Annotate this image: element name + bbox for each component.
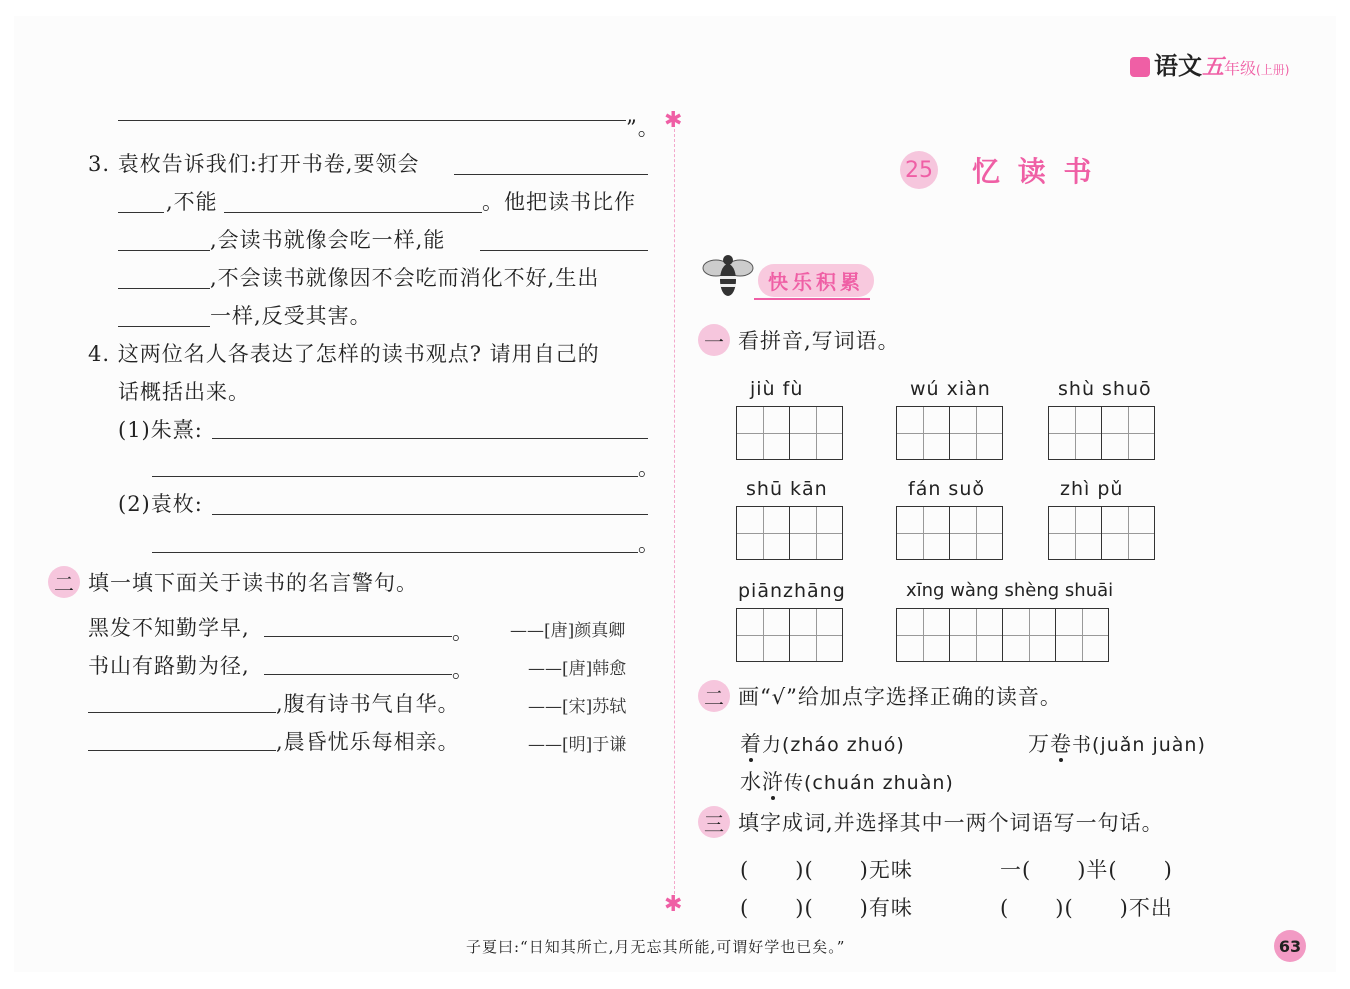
pinyin-label: fán suǒ <box>908 478 985 500</box>
fill-word-2[interactable]: 一( )半( ) <box>1000 858 1173 882</box>
writing-grid[interactable] <box>736 608 843 662</box>
section-number-badge: 二 <box>698 680 730 712</box>
footer-quote: 子夏曰:“日知其所亡,月无忘其所能,可谓好学也已矣。” <box>466 938 846 956</box>
pinyin-label: shū kān <box>746 478 828 500</box>
writing-grid[interactable] <box>1048 406 1155 460</box>
quote-2-source: ——[唐]韩愈 <box>528 659 627 679</box>
quote-1-start: 黑发不知勤学早, <box>88 616 250 640</box>
fill-word-4[interactable]: ( )( )不出 <box>1000 896 1173 920</box>
center-divider <box>674 124 675 904</box>
pronunciation-item-2[interactable] <box>1028 728 1206 758</box>
brand-grade-mark: 五 <box>1202 55 1225 80</box>
quote-3-end: ,腹有诗书气自华。 <box>276 692 460 716</box>
q4-answer1-label: (1)朱熹: <box>118 418 203 442</box>
quote-3-source: ——[宋]苏轼 <box>528 697 627 717</box>
answer-line[interactable] <box>264 674 452 675</box>
writing-grid[interactable] <box>736 506 843 560</box>
section-number-badge: 三 <box>698 806 730 838</box>
writing-grid[interactable] <box>896 506 1003 560</box>
answer-line[interactable] <box>88 750 276 751</box>
dotted-char: 浒 <box>762 770 784 794</box>
quote-4-source: ——[明]于谦 <box>528 735 627 755</box>
closing-quote: ”。 <box>626 116 660 140</box>
pinyin-label: wú xiàn <box>910 378 991 400</box>
answer-line[interactable] <box>118 288 210 289</box>
q3-line2a: ,不能 <box>166 190 218 214</box>
section-title: 画“√”给加点字选择正确的读音。 <box>738 685 1062 709</box>
q3-line2b: 。他把读书比作 <box>482 190 636 214</box>
answer-line[interactable] <box>480 250 648 251</box>
bee-icon <box>702 252 754 302</box>
pinyin-label: piānzhāng <box>738 580 846 602</box>
section-1-heading <box>698 324 900 356</box>
q4-answer2-label: (2)袁枚: <box>118 492 203 516</box>
dotted-char: 着 <box>740 732 762 756</box>
answer-line[interactable] <box>264 636 452 637</box>
brand-subject: 语文 <box>1154 52 1202 80</box>
section-banner: 快乐积累 <box>758 264 874 297</box>
workbook-page <box>14 16 1336 972</box>
answer-line[interactable] <box>118 120 626 121</box>
writing-grid[interactable] <box>896 406 1003 460</box>
period: 。 <box>638 456 660 480</box>
pronunciation-options: 力(zháo zhuó) <box>762 734 905 756</box>
plain-char: 万 <box>1028 732 1050 756</box>
page-number: 63 <box>1274 930 1306 962</box>
answer-line[interactable] <box>212 438 648 439</box>
period: 。 <box>638 532 660 556</box>
pronunciation-options: 传(chuán zhuàn) <box>784 772 954 794</box>
answer-line[interactable] <box>224 212 482 213</box>
q4-line1: 4. 这两位名人各表达了怎样的读书观点? 请用自己的 <box>88 342 600 366</box>
quote-1-source: ——[唐]颜真卿 <box>510 621 626 641</box>
flower-divider-icon: ✱ <box>664 108 683 133</box>
q4-line2: 话概括出来。 <box>118 380 250 404</box>
pinyin-label: zhì pǔ <box>1060 478 1124 500</box>
pronunciation-options: 书(juǎn juàn) <box>1072 734 1206 756</box>
lesson-number-badge: 25 <box>900 151 938 189</box>
answer-line[interactable] <box>152 476 638 477</box>
pinyin-label: xīng wàng shèng shuāi <box>906 580 1114 601</box>
dotted-char: 卷 <box>1050 732 1072 756</box>
pinyin-label: shù shuō <box>1058 378 1152 400</box>
q3-line4: ,不会读书就像因不会吃而消化不好,生出 <box>210 266 600 290</box>
q3-line1: 3. 袁枚告诉我们:打开书卷,要领会 <box>88 152 420 176</box>
quote-2-start: 书山有路勤为径, <box>88 654 250 678</box>
answer-line[interactable] <box>118 250 210 251</box>
flower-divider-icon: ✱ <box>664 892 683 917</box>
writing-grid[interactable] <box>736 406 843 460</box>
fill-word-3[interactable]: ( )( )有味 <box>740 896 913 920</box>
brand-volume: (上册) <box>1256 63 1290 77</box>
q3-line5: 一样,反受其害。 <box>210 304 372 328</box>
section-2-heading-right <box>698 680 1062 712</box>
section-title: 填字成词,并选择其中一两个词语写一句话。 <box>738 811 1164 835</box>
pinyin-label: jiù fù <box>750 378 804 400</box>
quote-2-end: 。 <box>452 658 474 682</box>
section-title: 填一填下面关于读书的名言警句。 <box>88 571 418 595</box>
brand-grade: 年级 <box>1224 59 1257 78</box>
answer-line[interactable] <box>118 212 164 213</box>
answer-line[interactable] <box>118 326 210 327</box>
writing-grid[interactable] <box>1048 506 1155 560</box>
answer-line[interactable] <box>212 514 648 515</box>
section-2-heading <box>48 566 418 598</box>
quote-4-end: ,晨昏忧乐每相亲。 <box>276 730 460 754</box>
answer-line[interactable] <box>152 552 638 553</box>
section-number-badge: 一 <box>698 324 730 356</box>
answer-line[interactable] <box>454 174 648 175</box>
q3-line3: ,会读书就像会吃一样,能 <box>210 228 446 252</box>
pronunciation-item-1[interactable] <box>740 728 905 758</box>
section-title: 看拼音,写词语。 <box>738 329 900 353</box>
brand-header <box>1130 46 1289 81</box>
banner-underline <box>754 298 870 300</box>
answer-line[interactable] <box>88 712 276 713</box>
pronunciation-item-3[interactable] <box>740 766 954 796</box>
plain-char: 水 <box>740 770 762 794</box>
quote-1-end: 。 <box>452 620 474 644</box>
writing-grid[interactable] <box>896 608 1109 662</box>
section-number-badge: 二 <box>48 566 80 598</box>
section-3-heading <box>698 806 1164 838</box>
lesson-title-text: 忆 读 书 <box>972 155 1096 188</box>
fill-word-1[interactable]: ( )( )无味 <box>740 858 913 882</box>
brand-logo-icon <box>1130 57 1150 77</box>
lesson-title <box>900 150 1096 190</box>
